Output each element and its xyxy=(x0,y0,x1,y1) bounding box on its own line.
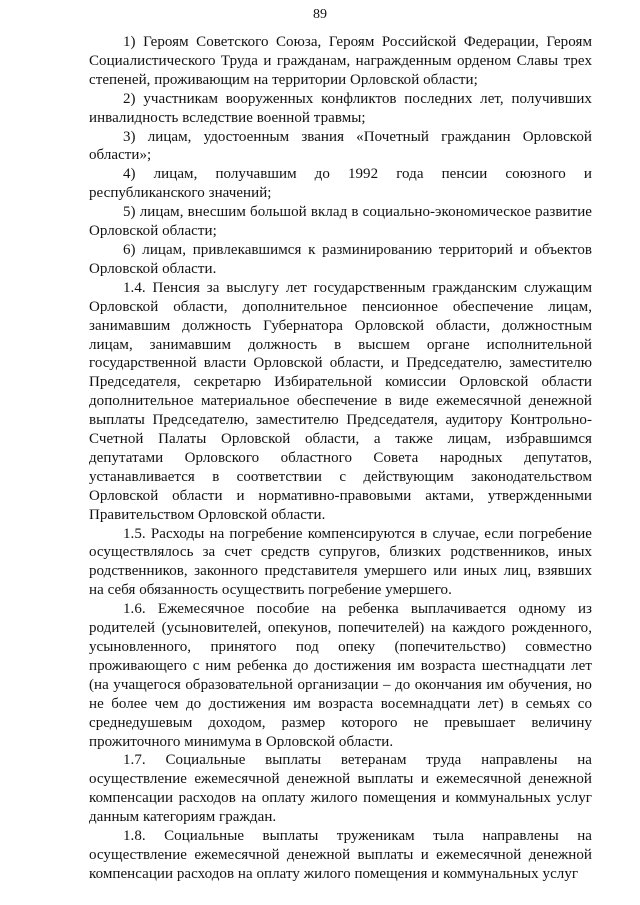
paragraph-1-8: 1.8. Социальные выплаты труженикам тыла направлены на осуществление ежемесячной денежной выплаты и ежемесячной денежной компенсации расходов на оплату жилого помещения и коммунальных услуг xyxy=(89,828,592,882)
paragraph-item-3: 3) лицам, удостоенным звания «Почетный гражданин Орловской области»; xyxy=(89,128,592,164)
paragraph-item-5: 5) лицам, внесшим большой вклад в социально-экономическое развитие Орловской области; xyxy=(89,204,592,240)
paragraph-1-5: 1.5. Расходы на погребение компенсируются в случае, если погребение осуществлялось за счет средств супругов, близких родственников, иных родственников, законного представителя умершего или иных лиц, взявших на себя обязанность осуществить погребение умершего. xyxy=(89,525,592,599)
page-number: 89 xyxy=(313,7,327,22)
paragraph-item-4: 4) лицам, получавшим до 1992 года пенсии союзного и республиканского значений; xyxy=(89,166,592,202)
document-body xyxy=(89,33,592,884)
paragraph-1-6: 1.6. Ежемесячное пособие на ребенка выплачивается одному из родителей (усыновителей, опекунов, попечителей) на каждого рожденного, усыновленного, принятого под опеку (попечительство) совместно проживающего с ним ребенка до достижения им возраста шестнадцати лет (на учащегося образовательной организации – до окончания им обучения, но не более чем до достижения им возраста восемнадцати лет) в семьях со среднедушевым доходом, размер которого не превышает величину прожиточного минимума в Орловской области. xyxy=(89,601,592,750)
paragraph-item-1: 1) Героям Советского Союза, Героям Российской Федерации, Героям Социалистического Труда и гражданам, награжденным орденом Славы трех степеней, проживающим на территории Орловской области; xyxy=(89,34,592,88)
paragraph-item-2: 2) участникам вооруженных конфликтов последних лет, получивших инвалидность вследствие военной травмы; xyxy=(89,90,592,126)
paragraph-1-7: 1.7. Социальные выплаты ветеранам труда направлены на осуществление ежемесячной денежной выплаты и ежемесячной денежной компенсации расходов на оплату жилого помещения и коммунальных услуг данным категориям граждан. xyxy=(89,752,592,826)
paragraph-1-4: 1.4. Пенсия за выслугу лет государственным гражданским служащим Орловской области, дополнительное пенсионное обеспечение лицам, занимавшим должность Губернатора Орловской области, должностным лицам, занимавшим должность в высшем органе исполнительной государственной власти Орловской области, и Председателю, заместителю Председателя, секретарю Избирательной комиссии Орловской области дополнительное материальное обеспечение в виде ежемесячной денежной выплаты Председателю, заместителю Председателя, аудитору Контрольно-Счетной Палаты Орловской области, а также лицам, избравшимся депутатами Орловского областного Совета народных депутатов, устанавливается в соответствии с действующим законодательством Орловской области и нормативно-правовыми актами, утвержденными Правительством Орловской области. xyxy=(89,279,592,523)
paragraph-item-6: 6) лицам, привлекавшимся к разминированию территорий и объектов Орловской области. xyxy=(89,241,592,277)
